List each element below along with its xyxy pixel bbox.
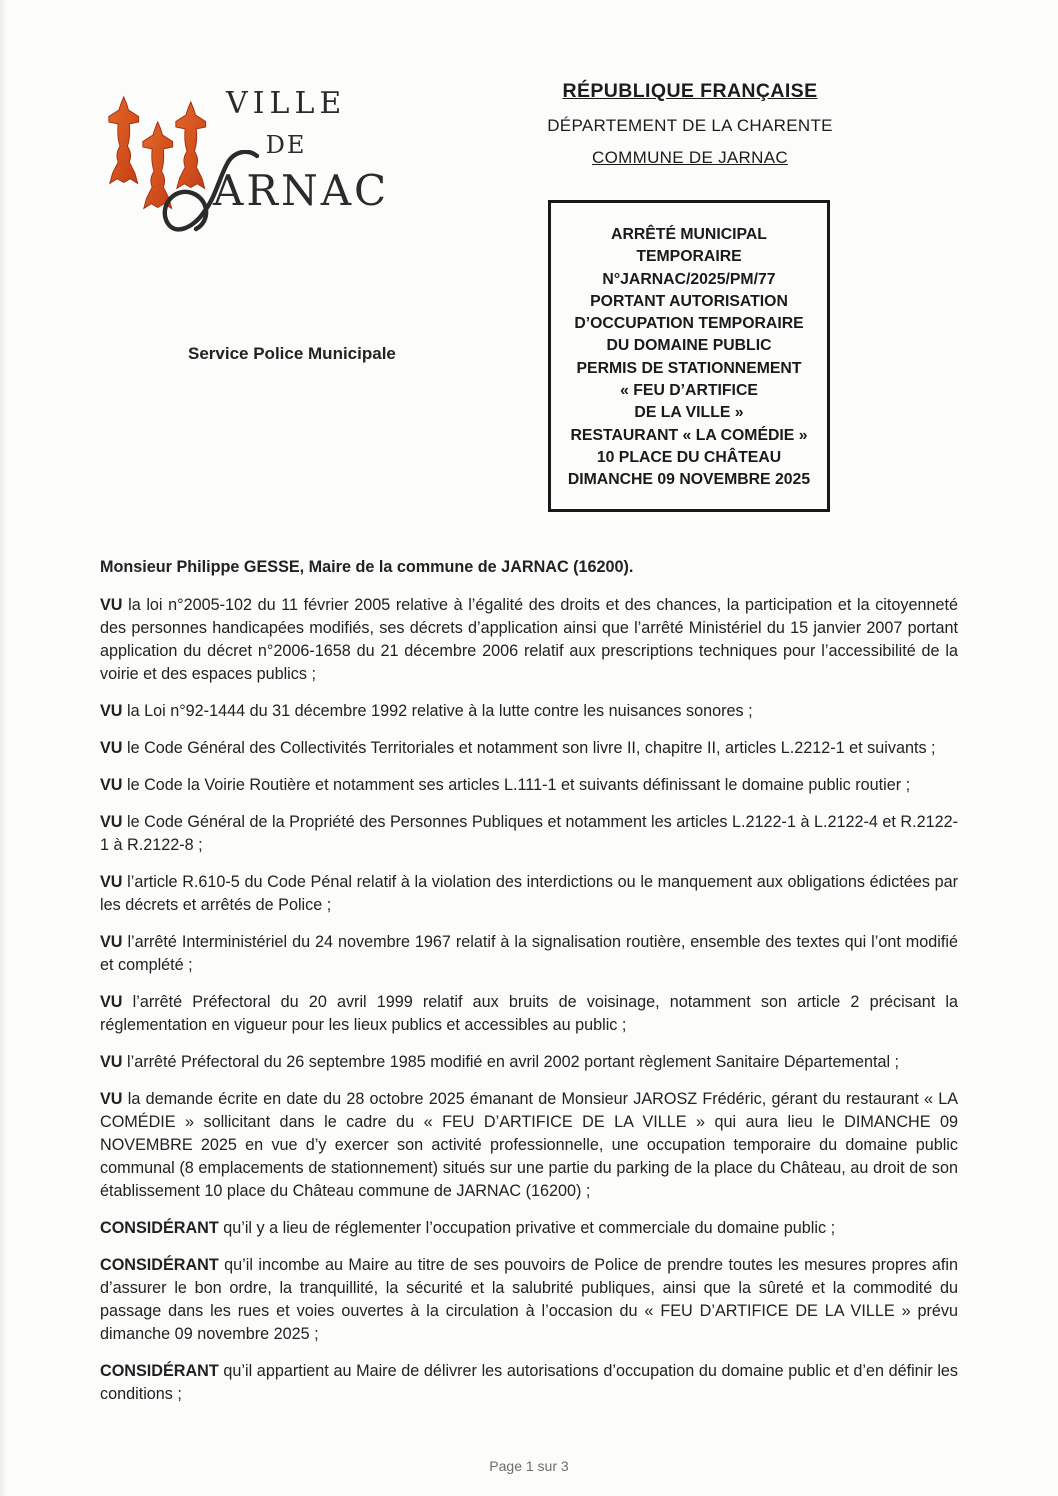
- recital-lead-word: VU: [100, 596, 123, 614]
- department-heading: DÉPARTEMENT DE LA CHARENTE: [547, 116, 833, 135]
- decree-title-line: PORTANT AUTORISATION: [590, 292, 788, 310]
- recital-text: la Loi n°92-1444 du 31 décembre 1992 relative à la lutte contre les nuisances sonores ;: [127, 702, 753, 720]
- decree-title-line: 10 PLACE DU CHÂTEAU: [596, 448, 782, 466]
- decree-title-line: N°JARNAC/2025/PM/77: [602, 270, 776, 288]
- recital-text: qu’il incombe au Maire au titre de ses pouvoirs de Police de prendre toutes les mesures propres afin d’assurer le bon ordre, la tranquillité, la sécurité et la salubrité publiques, ainsi que la sûreté et la commodité du passage dans les rues et voies ouvertes à la circulation à l’occasion du « FEU D’ARTIFICE DE LA VILLE » prévu dimanche 09 novembre 2025 ;: [100, 1256, 959, 1343]
- recital-paragraph: [100, 1360, 958, 1406]
- recital-lead-word: CONSIDÉRANT: [100, 1256, 219, 1274]
- recital-paragraph: [100, 737, 958, 760]
- republic-heading: RÉPUBLIQUE FRANÇAISE: [562, 80, 818, 102]
- decree-title-line: RESTAURANT « LA COMÉDIE »: [570, 426, 808, 444]
- decree-title-line: DE LA VILLE »: [634, 404, 744, 422]
- service-label: Service Police Municipale: [188, 344, 396, 363]
- recital-lead-word: VU: [100, 933, 123, 951]
- recital-lead-word: VU: [100, 873, 123, 891]
- logo-arnac-text: ARNAC: [213, 166, 390, 215]
- recital-paragraph: [100, 871, 958, 917]
- commune-heading: COMMUNE DE JARNAC: [592, 148, 788, 167]
- mayor-intro-line: Monsieur Philippe GESSE, Maire de la commune de JARNAC (16200).: [100, 558, 634, 576]
- recital-lead-word: CONSIDÉRANT: [100, 1219, 219, 1237]
- recital-paragraph: [100, 1217, 958, 1240]
- logo-ville-text: VILLE: [226, 86, 347, 121]
- recital-text: la demande écrite en date du 28 octobre 2025 émanant de Monsieur JAROSZ Frédéric, gérant du restaurant « LA COMÉDIE » sollicitant dans le cadre du « FEU D’ARTIFICE DE LA VILLE » qui aura lieu le DIMANCHE 09 NOVEMBRE 2025 en vue d’y exercer son activité professionnelle, une occupation temporaire du domaine public communal (8 emplacements de stationnement) situés sur une partie du parking de la place du Château, au droit de son établissement 10 place du Château commune de JARNAC (16200) ;: [100, 1090, 958, 1200]
- recital-text: le Code la Voirie Routière et notamment ses articles L.111-1 et suivants définissant le domaine public routier ;: [127, 776, 911, 794]
- recital-text: le Code Général de la Propriété des Personnes Publiques et notamment les articles L.2122-1 à L.2122-4 et R.2122-1 à R.2122-8 ;: [100, 813, 959, 854]
- government-header: [544, 80, 836, 168]
- recital-text: la loi n°2005-102 du 11 février 2005 relative à l’égalité des droits et des chances, la participation et la citoyenneté des personnes handicapées modifiés, ses décrets d’application ainsi que l’arrêté Ministériel du 15 janvier 2007 portant application du décret n°2006-1658 du 21 décembre 2006 relatif aux prescriptions techniques pour l’accessibilité de la voirie et des espaces publics ;: [100, 596, 958, 683]
- recitals-list: [100, 594, 958, 1406]
- recital-paragraph: [100, 1051, 958, 1074]
- decree-title-line: « FEU D’ARTIFICE: [620, 382, 758, 400]
- scan-edge-artifact: [0, 0, 7, 1496]
- recital-lead-word: VU: [100, 1090, 123, 1108]
- recital-paragraph: [100, 1088, 958, 1203]
- recital-text: l’article R.610-5 du Code Pénal relatif à la violation des interdictions ou le manquement aux obligations édictées par les décrets et arrêtés de Police ;: [100, 873, 958, 914]
- recital-paragraph: [100, 774, 958, 797]
- recital-lead-word: VU: [100, 993, 123, 1011]
- decree-title-line: D’OCCUPATION TEMPORAIRE: [574, 315, 804, 333]
- recital-text: qu’il y a lieu de réglementer l’occupation privative et commerciale du domaine public ;: [223, 1219, 836, 1237]
- decree-title-line: DIMANCHE 09 NOVEMBRE 2025: [567, 471, 811, 489]
- recital-paragraph: [100, 700, 958, 723]
- decree-body: [100, 556, 958, 1420]
- recital-paragraph: [100, 594, 958, 686]
- recital-paragraph: [100, 931, 958, 977]
- recital-text: le Code Général des Collectivités Territoriales et notamment son livre II, chapitre II, articles L.2212-1 et suivants ;: [127, 739, 936, 757]
- recital-text: l’arrêté Interministériel du 24 novembre 1967 relatif à la signalisation routière, ensemble des textes qui l’ont modifié et complété ;: [100, 933, 958, 974]
- decree-title-line: TEMPORAIRE: [636, 248, 742, 266]
- recital-paragraph: [100, 811, 958, 857]
- recital-lead-word: VU: [100, 702, 123, 720]
- recital-lead-word: VU: [100, 813, 123, 831]
- recital-text: qu’il appartient au Maire de délivrer les autorisations d’occupation du domaine public et d’en définir les conditions ;: [100, 1362, 959, 1403]
- recital-lead-word: VU: [100, 1053, 123, 1071]
- recital-lead-word: VU: [100, 739, 123, 757]
- decree-title-line: ARRÊTÉ MUNICIPAL: [611, 226, 767, 243]
- decree-title-line: PERMIS DE STATIONNEMENT: [576, 359, 802, 377]
- decree-title-box: [548, 200, 830, 512]
- logo-de-text: DE: [265, 131, 307, 159]
- recital-text: l’arrêté Préfectoral du 26 septembre 1985 modifié en avril 2002 portant règlement Sanitaire Départemental ;: [127, 1053, 900, 1071]
- page-number: Page 1 sur 3: [489, 1458, 569, 1474]
- recital-lead-word: CONSIDÉRANT: [100, 1362, 219, 1380]
- recital-lead-word: VU: [100, 776, 123, 794]
- recital-paragraph: [100, 1254, 958, 1346]
- recital-paragraph: [100, 991, 958, 1037]
- decree-title-line: DU DOMAINE PUBLIC: [606, 337, 772, 355]
- recital-text: l’arrêté Préfectoral du 20 avril 1999 relatif aux bruits de voisinage, notamment son article 2 précisant la réglementation en vigueur pour les lieux publics et accessibles au public ;: [100, 993, 958, 1034]
